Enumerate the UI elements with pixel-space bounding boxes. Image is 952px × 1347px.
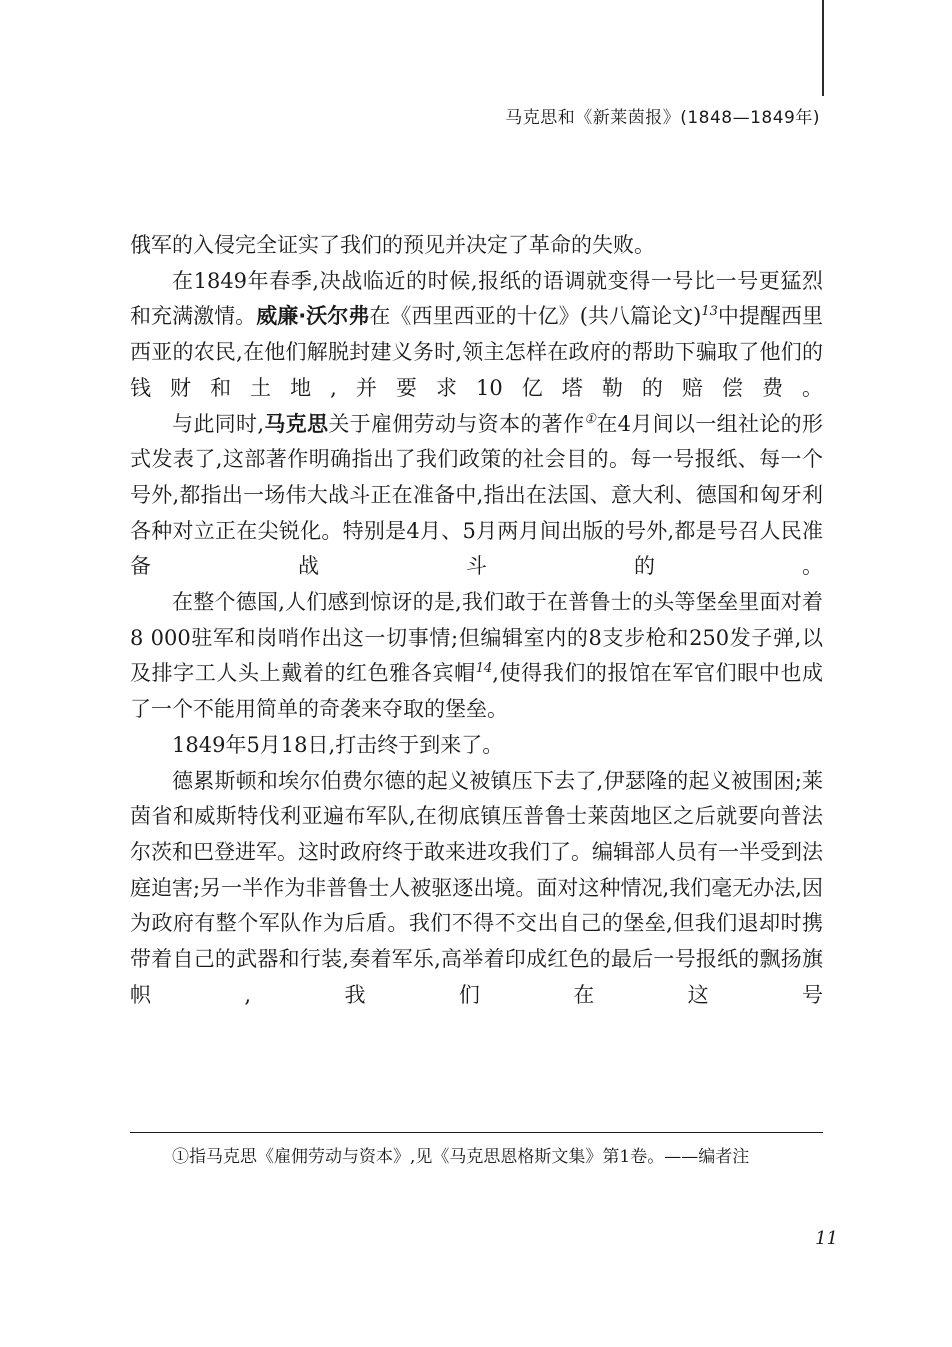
footnote-text: ①指马克思《雇佣劳动与资本》,见《马克思恩格斯文集》第1卷。——编者注: [172, 1147, 750, 1167]
text-run: ,使得我们的报馆在军官们眼中也成了一个不能用简单的奇袭来夺取的堡垒。: [130, 661, 823, 722]
footnote: [130, 1141, 823, 1173]
body-text: [130, 228, 823, 1013]
text-run: 在《西里西亚的十亿》(共八篇论文): [369, 304, 702, 329]
paragraph-continuation: 俄军的入侵完全证实了我们的预见并决定了革命的失败。: [130, 233, 655, 257]
person-name-marx: 马克思: [264, 411, 329, 436]
footnote-rule: [130, 1132, 823, 1133]
text-run: 关于雇佣劳动与资本的著作: [328, 411, 585, 436]
paragraph-fortress: [130, 585, 823, 728]
text-run: 与此同时,: [172, 411, 265, 436]
endnote-ref-14: 14: [475, 661, 493, 677]
paragraph-wage-labour: [130, 407, 823, 586]
margin-rule: [822, 0, 824, 96]
running-head: 马克思和《新莱茵报》(1848—1849年): [505, 108, 820, 128]
text-run: 中提醒西里西亚的农民,在他们解脱封建义务时,领主怎样在政府的帮助下骗取了他们的钱财和土地,并要求10亿塔勒的赔偿费。: [130, 304, 824, 400]
text-run: 在整个德国,人们感到惊讶的是,我们敢于在普鲁士的头等堡垒里面对着8 000驻军和岗哨作出这一切事情;但编辑室内的8支步枪和250发子弹,以及排字工人头上戴着的红色雅各宾帽: [130, 590, 823, 686]
footnote-ref-1: ①: [584, 411, 597, 427]
text-run: 在4月间以一组社论的形式发表了,这部著作明确指出了我们政策的社会目的。每一号报纸、每一个号外,都指出一场伟大战斗正在准备中,指出在法国、意大利、德国和匈牙利各种对立正在尖锐化。特别是4月、5月两月间出版的号外,都是号召人民准备战斗的。: [130, 411, 824, 579]
paragraph-may-18: 1849年5月18日,打击终于到来了。: [172, 732, 504, 757]
person-name-wolff: 威廉·沃尔弗: [256, 304, 370, 329]
paragraph-uprisings: 德累斯顿和埃尔伯费尔德的起义被镇压下去了,伊瑟隆的起义被围困;莱茵省和威斯特伐利亚遍布军队,在彻底镇压普鲁士莱茵地区之后就要向普法尔茨和巴登进军。这时政府终于敢来进攻我们了。编辑部人员有一半受到法庭迫害;另一半作为非普鲁士人被驱逐出境。面对这种情况,我们毫无办法,因为政府有整个军队作为后盾。我们不得不交出自己的堡垒,但我们退却时携带着自己的武器和行装,奏着军乐,高举着印成红色的最后一号报纸的飘扬旗帜,我们在这号: [130, 768, 823, 1007]
endnote-ref-13: 13: [701, 304, 718, 320]
paragraph-spring-1849: [130, 264, 823, 407]
text-run: 在1849年春季,决战临近的时候,报纸的语调就变得一号比一号更猛烈和充满激情。: [130, 268, 823, 329]
page-number: 11: [815, 1228, 838, 1249]
